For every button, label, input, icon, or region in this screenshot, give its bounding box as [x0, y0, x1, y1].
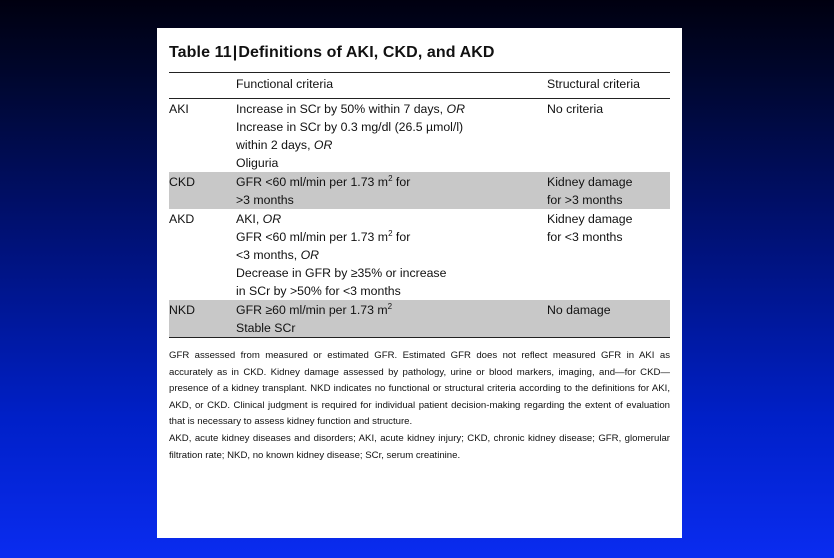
conjunction-or: OR [262, 212, 282, 226]
table-header-row [169, 73, 670, 99]
definitions-table [169, 72, 670, 338]
criteria-text: GFR ≥60 ml/min per 1.73 m [236, 303, 388, 317]
superscript: 2 [388, 229, 393, 238]
row-label: NKD [169, 303, 195, 317]
footnote-definitions: GFR assessed from measured or estimated GFR. Estimated GFR does not reflect measured GFR in AKI as accurately as in CKD. Kidney damage assessed by pathology, urine or blood markers, imaging, and—for CKD—presence of a kidney transplant. NKD indicates no functional or structural criteria according to the definitions for AKI, AKD, or CKD. Clinical judgment is required for individual patient decision-making regarding the extent of evaluation that is necessary to assess kidney function and structure. [169, 350, 670, 428]
structural-criteria-cell [547, 172, 670, 209]
footnote-abbreviations: AKD, acute kidney diseases and disorders; AKI, acute kidney injury; CKD, chronic kidney disease; GFR, glomerular filtration rate; NKD, no known kidney disease; SCr, serum creatinine. [169, 432, 670, 461]
criteria-text: GFR <60 ml/min per 1.73 m [236, 175, 389, 189]
structural-line: Kidney damage [547, 212, 633, 226]
functional-criteria-cell [236, 99, 547, 173]
criteria-text: AKI, [236, 212, 263, 226]
criteria-text: Increase in SCr by 0.3 mg/dl (26.5 µmol/l) [236, 120, 464, 134]
table-card [157, 28, 682, 538]
criteria-line [236, 154, 547, 172]
criteria-line [236, 264, 547, 282]
table-title [169, 44, 670, 62]
criteria-line [236, 282, 547, 300]
row-label: AKD [169, 212, 195, 226]
functional-criteria-cell [236, 300, 547, 338]
table-footnote [169, 348, 670, 464]
functional-criteria-cell [236, 209, 547, 300]
criteria-line [236, 136, 547, 154]
criteria-line [236, 173, 547, 191]
structural-criteria-cell [547, 99, 670, 173]
table-body [169, 99, 670, 338]
table-row [169, 209, 670, 300]
criteria-line [236, 228, 547, 246]
criteria-text: >3 months [236, 193, 294, 207]
criteria-text: Oliguria [236, 156, 279, 170]
criteria-line [236, 100, 547, 118]
table-row [169, 172, 670, 209]
title-divider: | [232, 44, 238, 61]
criteria-text: Increase in SCr by 50% within 7 days, [236, 102, 447, 116]
row-label: AKI [169, 102, 189, 116]
criteria-line [236, 210, 547, 228]
criteria-text: Stable SCr [236, 321, 296, 335]
criteria-text: Decrease in GFR by ≥35% or increase [236, 266, 447, 280]
structural-criteria-cell [547, 300, 670, 338]
conjunction-or: OR [300, 248, 320, 262]
structural-line: No damage [547, 303, 611, 317]
superscript: 2 [388, 174, 393, 183]
table-row [169, 300, 670, 338]
table-row [169, 99, 670, 173]
structural-line: No criteria [547, 102, 604, 116]
criteria-text: GFR <60 ml/min per 1.73 m [236, 230, 389, 244]
criteria-text: within 2 days, [236, 138, 314, 152]
criteria-text-after: for [392, 230, 411, 244]
functional-criteria-cell [236, 172, 547, 209]
structural-line: Kidney damage [547, 175, 633, 189]
table-title-text: Definitions of AKI, CKD, and AKD [238, 44, 495, 61]
criteria-line [236, 118, 547, 136]
structural-line: for <3 months [547, 230, 623, 244]
header-structural-criteria: Structural criteria [547, 77, 640, 91]
superscript: 2 [387, 302, 393, 311]
criteria-text: <3 months, [236, 248, 301, 262]
criteria-line [236, 319, 547, 337]
structural-line: for >3 months [547, 193, 623, 207]
table-title-number: Table 11 [169, 44, 232, 61]
criteria-line [236, 246, 547, 264]
header-functional-criteria: Functional criteria [236, 77, 334, 91]
conjunction-or: OR [446, 102, 465, 116]
criteria-text: in SCr by >50% for <3 months [236, 284, 401, 298]
criteria-text-after: for [392, 175, 411, 189]
criteria-line [236, 191, 547, 209]
conjunction-or: OR [313, 138, 333, 152]
criteria-line [236, 301, 547, 319]
structural-criteria-cell [547, 209, 670, 300]
row-label: CKD [169, 175, 195, 189]
header-label-column [169, 73, 236, 99]
